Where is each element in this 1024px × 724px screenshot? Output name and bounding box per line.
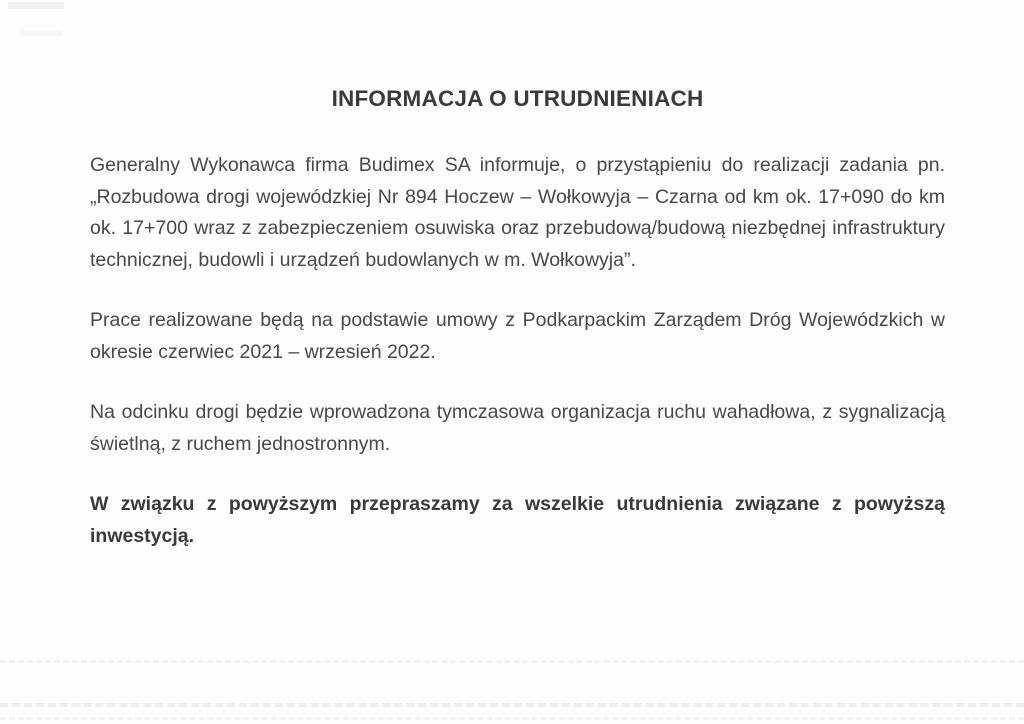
paragraph-project-info: Generalny Wykonawca firma Budimex SA informuje, o przystąpieniu do realizacji zadania pn. „Rozbudowa drogi wojewódzkiej Nr 894 Hoczew – Wołkowyja – Czarna od km ok. 17+090 do km ok. 17+700 wraz z zabezpieczeniem osuwiska oraz przebudową/budową niezbędnej infrastruktury technicznej, budowli i urządzeń budowlanych w m. Wołkowyja”. [90,154,945,271]
paragraph-contract-period: Prace realizowane będą na podstawie umowy z Podkarpackim Zarządem Dróg Wojewódzkich w okresie czerwiec 2021 – wrzesień 2022. [90,309,945,363]
scan-artifact-line [0,660,1024,663]
scan-smudge-artifact [8,2,64,9]
scan-smudge-artifact [20,31,62,36]
paragraph-apology: W związku z powyższym przepraszamy za wszelkie utrudnienia związane z powyższą inwestycją. [90,493,945,547]
page-title: INFORMACJA O UTRUDNIENIACH [331,86,704,111]
paragraph-traffic-organization: Na odcinku drogi będzie wprowadzona tymczasowa organizacja ruchu wahadłowa, z sygnalizacją świetlną, z ruchem jednostronnym. [90,401,945,455]
scan-artifact-line [0,703,1024,707]
scan-artifact-line [0,717,1024,720]
